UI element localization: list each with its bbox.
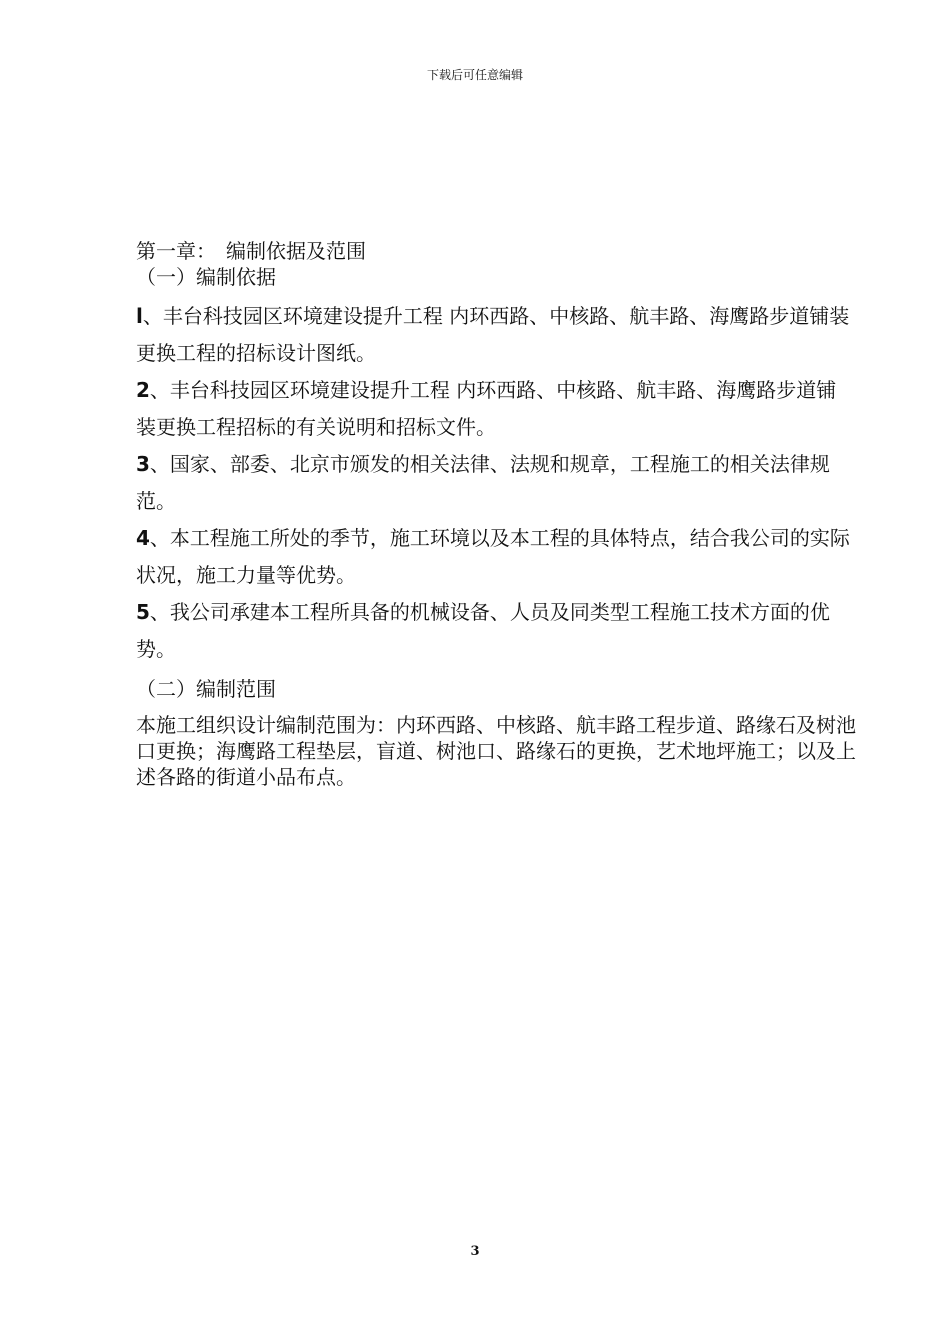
document-body (136, 238, 856, 790)
chapter-heading (136, 238, 856, 264)
item-number: 2 (136, 378, 150, 402)
chapter-label: 第一章： (136, 239, 216, 263)
page-header: 下载后可任意编辑 (426, 68, 523, 82)
basis-item-3 (136, 446, 856, 520)
chapter-title: 编制依据及范围 (226, 239, 366, 263)
section-heading-basis: （一）编制依据 (136, 265, 276, 289)
scope-paragraph: 本施工组织设计编制范围为：内环西路、中核路、航丰路工程步道、路缘石及树池口更换；海鹰路工程垫层，盲道、树池口、路缘石的更换，艺术地坪施工；以及上述各路的街道小品布点。 (136, 713, 856, 789)
item-number: 3 (136, 452, 150, 476)
item-number: 4 (136, 526, 150, 550)
basis-item-5 (136, 594, 856, 668)
item-text: 、丰台科技园区环境建设提升工程 内环西路、中核路、航丰路、海鹰路步道铺装更换工程的招标设计图纸。 (136, 304, 850, 365)
page-number: 3 (470, 1244, 480, 1259)
item-text: 、国家、部委、北京市颁发的相关法律、法规和规章，工程施工的相关法律规范。 (136, 452, 830, 513)
item-number: 5 (136, 600, 150, 624)
item-text: 、丰台科技园区环境建设提升工程 内环西路、中核路、航丰路、海鹰路步道铺装更换工程招标的有关说明和招标文件。 (136, 378, 837, 439)
basis-item-4 (136, 520, 856, 594)
section-heading-scope: （二）编制范围 (136, 677, 276, 701)
basis-item-2 (136, 372, 856, 446)
basis-item-1 (136, 298, 856, 372)
item-number: l (136, 304, 143, 328)
item-text: 、本工程施工所处的季节，施工环境以及本工程的具体特点，结合我公司的实际状况，施工力量等优势。 (136, 526, 850, 587)
item-text: 、我公司承建本工程所具备的机械设备、人员及同类型工程施工技术方面的优势。 (136, 600, 830, 661)
